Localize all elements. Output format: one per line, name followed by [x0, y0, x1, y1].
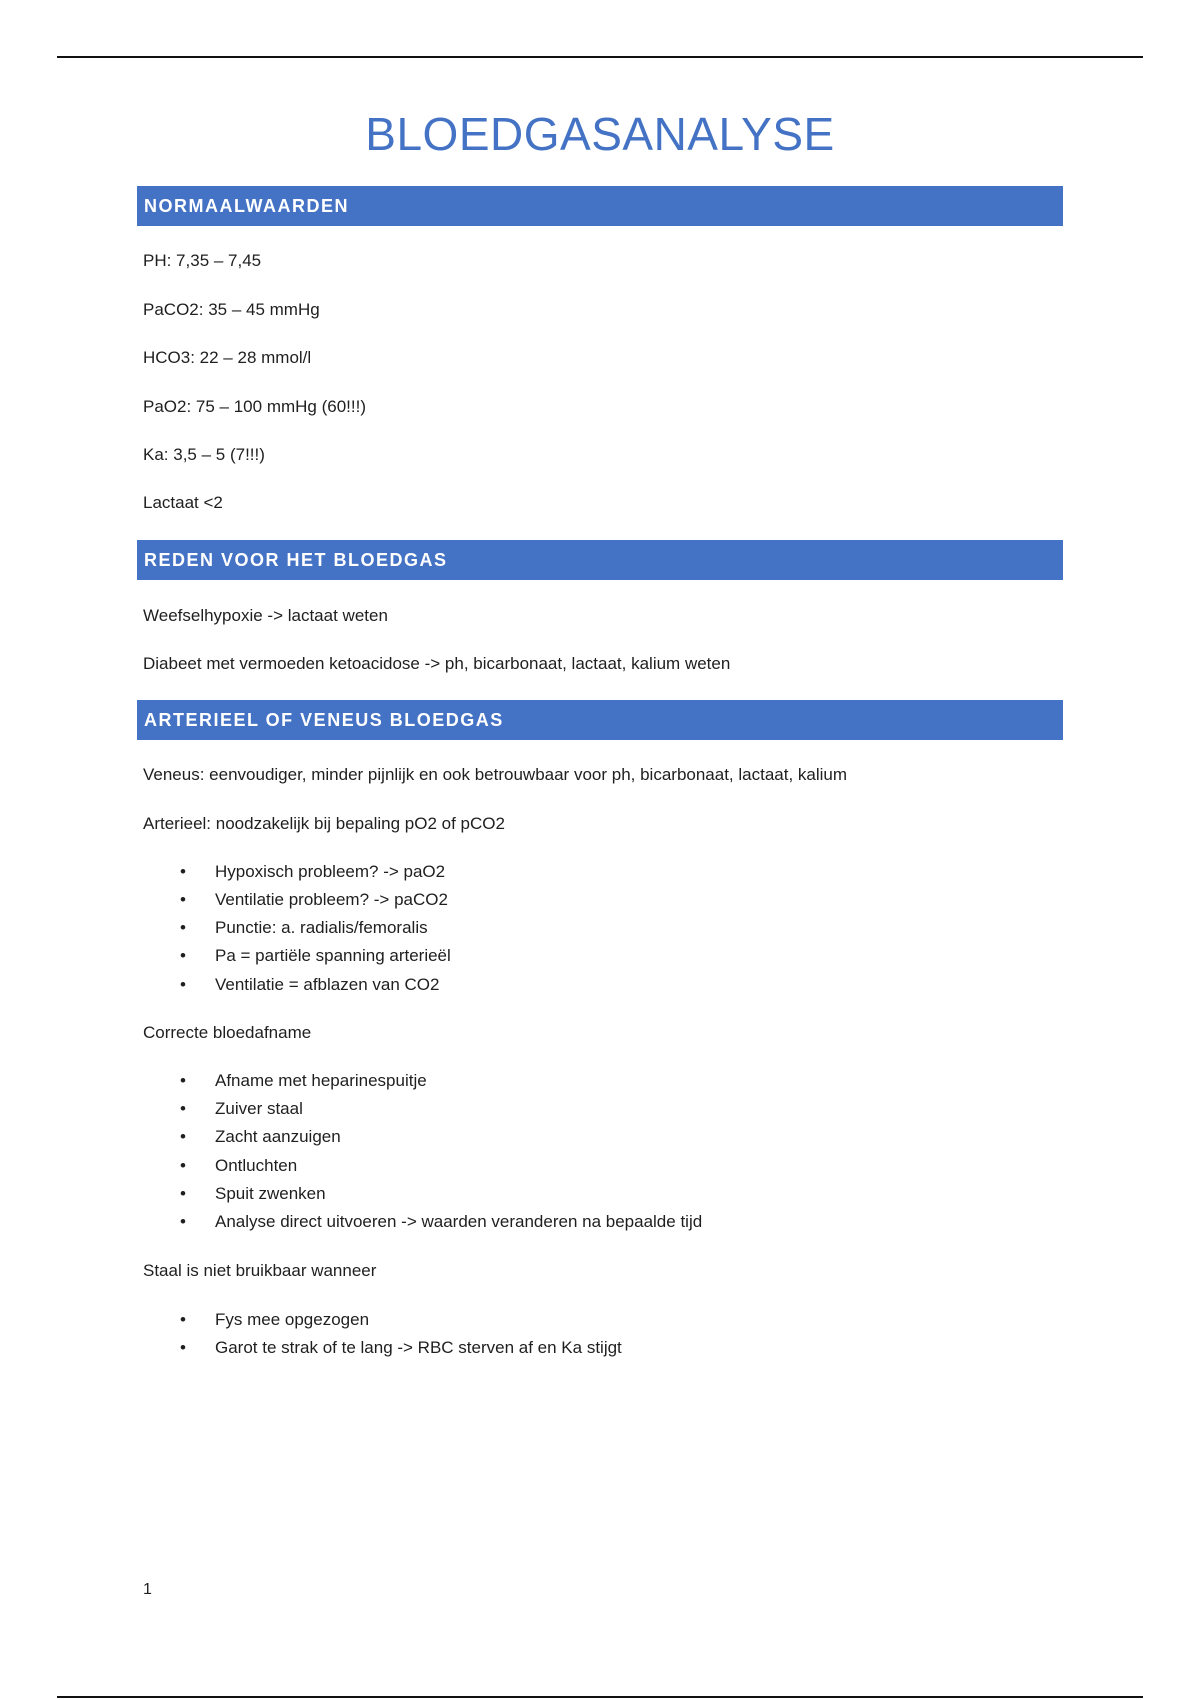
page-title: BLOEDGASANALYSE	[365, 107, 835, 160]
bullet-dot: •	[180, 918, 186, 937]
staal-niet-bruikbaar-text: Staal is niet bruikbaar wanneer	[143, 1261, 377, 1280]
list-item-text: Spuit zwenken	[215, 1184, 326, 1203]
bullet-dot: •	[180, 1184, 186, 1203]
list-item	[180, 1309, 369, 1331]
list-item	[180, 945, 451, 967]
page-number: 1	[143, 1581, 152, 1598]
list-item	[180, 974, 439, 996]
list-item-text: Ontluchten	[215, 1156, 298, 1175]
list-item-text: Fys mee opgezogen	[215, 1310, 370, 1329]
list-item-text: Afname met heparinespuitje	[215, 1071, 427, 1090]
list-item	[180, 889, 448, 911]
list-item-text: Ventilatie = afblazen van CO2	[215, 975, 440, 994]
list-item-text: Garot te strak of te lang -> RBC sterven af en Ka stijgt	[215, 1338, 622, 1357]
list-item	[180, 1098, 303, 1120]
normaalwaarde-paco2: PaCO2: 35 – 45 mmHg	[143, 300, 320, 319]
list-item	[180, 1155, 297, 1177]
list-item-text: Zacht aanzuigen	[215, 1127, 341, 1146]
normaalwaarde-ka: Ka: 3,5 – 5 (7!!!)	[143, 445, 265, 464]
arterieel-text: Arterieel: noodzakelijk bij bepaling pO2 of pCO2	[143, 814, 505, 833]
section-heading-reden: REDEN VOOR HET BLOEDGAS	[137, 540, 1063, 580]
section-heading-arterieel: ARTERIEEL OF VENEUS BLOEDGAS	[137, 700, 1063, 740]
normaalwaarde-pao2: PaO2: 75 – 100 mmHg (60!!!)	[143, 397, 366, 416]
list-item	[180, 1337, 622, 1359]
section-heading-normaalwaarden: NORMAALWAARDEN	[137, 186, 1063, 226]
bullet-dot: •	[180, 890, 186, 909]
correcte-bloedafname-text: Correcte bloedafname	[143, 1023, 312, 1042]
normaalwaarde-lactaat: Lactaat <2	[143, 493, 223, 512]
normaalwaarde-hco3: HCO3: 22 – 28 mmol/l	[143, 348, 312, 367]
bullet-dot: •	[180, 1338, 186, 1357]
list-item	[180, 1126, 341, 1148]
list-item-text: Pa = partiële spanning arterieël	[215, 946, 451, 965]
bullet-dot: •	[180, 1212, 186, 1231]
bullet-dot: •	[180, 862, 186, 881]
bullet-dot: •	[180, 975, 186, 994]
list-item	[180, 917, 428, 939]
bullet-dot: •	[180, 1071, 186, 1090]
list-item	[180, 861, 445, 883]
footer-rule	[57, 1696, 1143, 1698]
normaalwaarde-ph: PH: 7,35 – 7,45	[143, 251, 262, 270]
list-item-text: Analyse direct uitvoeren -> waarden veranderen na bepaalde tijd	[215, 1212, 703, 1231]
list-item-text: Hypoxisch probleem? -> paO2	[215, 862, 446, 881]
list-item	[180, 1211, 702, 1233]
header-rule	[57, 56, 1143, 58]
reden-line-2: Diabeet met vermoeden ketoacidose -> ph, bicarbonaat, lactaat, kalium weten	[143, 654, 731, 673]
list-item-text: Ventilatie probleem? -> paCO2	[215, 890, 448, 909]
reden-line-1: Weefselhypoxie -> lactaat weten	[143, 606, 388, 625]
bullet-dot: •	[180, 1099, 186, 1118]
list-item	[180, 1070, 427, 1092]
list-item	[180, 1183, 326, 1205]
bullet-dot: •	[180, 1127, 186, 1146]
list-item-text: Punctie: a. radialis/femoralis	[215, 918, 428, 937]
list-item-text: Zuiver staal	[215, 1099, 303, 1118]
bullet-dot: •	[180, 1310, 186, 1329]
veneus-text: Veneus: eenvoudiger, minder pijnlijk en ook betrouwbaar voor ph, bicarbonaat, lactaat, kalium	[143, 765, 848, 784]
bullet-dot: •	[180, 946, 186, 965]
bullet-dot: •	[180, 1156, 186, 1175]
